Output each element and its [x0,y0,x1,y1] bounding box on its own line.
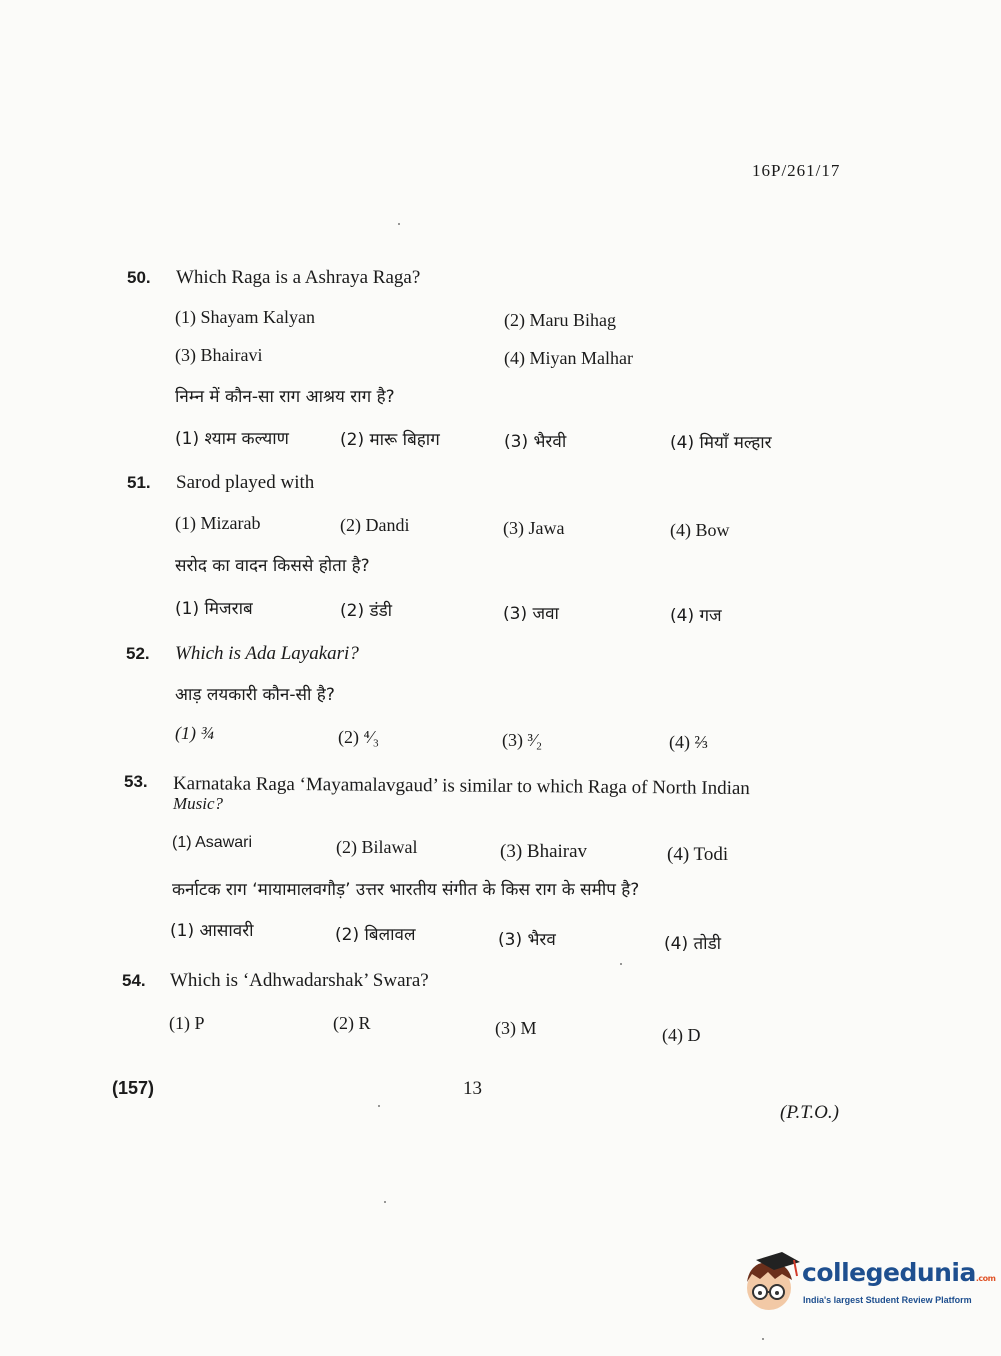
question-text-hindi: सरोद का वादन किससे होता है? [175,556,370,576]
question-text: Which is ‘Adhwadarshak’ Swara? [170,970,429,991]
option-hindi: (2) मारू बिहाग [340,430,440,450]
question-text-hindi: आड़ लयकारी कौन-सी है? [175,685,335,705]
scan-speck [398,223,400,225]
option: (1) Shayam Kalyan [175,307,315,327]
please-turn-over: (P.T.O.) [780,1102,839,1123]
option-hindi: (4) मियाँ मल्हार [670,433,772,453]
question-number: 54. [122,971,146,990]
option: (2) Dandi [340,515,410,535]
option: (4) ⅔ [669,732,708,752]
option: (1) ¾ [175,723,214,743]
question-text: Karnataka Raga ‘Mayamalavgaud’ is similar to which Raga of North Indian [172,773,750,800]
mascot-icon [742,1252,802,1314]
option-hindi: (1) आसावरी [170,921,254,941]
question-text: Sarod played with [176,472,315,493]
paper-code: 16P/261/17 [752,161,841,180]
option-hindi: (4) तोडी [664,934,722,954]
option-hindi: (3) भैरव [498,930,556,950]
option: (2) Maru Bihag [504,310,616,330]
collegedunia-logo [742,1250,996,1316]
question-number: 51. [127,473,151,492]
option-hindi: (1) श्याम कल्याण [175,429,289,449]
option-hindi: (3) जवा [503,604,559,624]
footer-booklet-number: (157) [112,1078,155,1098]
option-hindi: (4) गज [670,606,722,626]
option: (3) Bhairav [500,841,588,862]
question-text-hindi: निम्न में कौन-सा राग आश्रय राग है? [175,387,395,407]
option: (2) Bilawal [336,837,418,857]
question-text: Which Raga is a Ashraya Raga? [176,267,421,288]
option: (1) Mizarab [175,513,261,533]
question-text: Which is Ada Layakari? [175,643,359,664]
question-text-line2: Music? [173,794,224,813]
scan-speck [620,963,622,965]
option: (3) M [495,1018,537,1038]
option: (4) Bow [670,520,730,540]
option: (4) D [662,1025,701,1045]
scan-speck [384,1201,386,1203]
scan-speck [378,1105,380,1107]
option: (3) Bhairavi [175,345,263,365]
option: (3) ³⁄₂ [502,730,543,750]
option: (4) Miyan Malhar [504,348,633,368]
logo-wordmark: collegedunia.com [802,1258,996,1287]
option-hindi: (1) मिजराब [175,599,253,619]
option: (1) P [169,1013,205,1033]
option-hindi: (2) डंडी [340,601,393,621]
option: (1) Asawari [172,834,253,851]
question-number: 50. [127,268,151,287]
question-number: 52. [126,644,150,663]
option-hindi: (3) भैरवी [504,432,567,452]
option: (3) Jawa [503,518,565,538]
option: (2) R [333,1013,371,1033]
question-text-hindi: कर्नाटक राग ‘मायामालवगौड़’ उत्तर भारतीय संगीत के किस राग के समीप है? [172,880,640,900]
option-hindi: (2) बिलावल [335,925,416,945]
question-number: 53. [124,772,148,791]
scan-speck [762,1338,764,1340]
option: (2) ⁴⁄₃ [338,727,380,747]
option: (4) Todi [667,844,729,865]
logo-tagline: India's largest Student Review Platform [803,1295,972,1305]
page-number: 13 [463,1078,482,1099]
